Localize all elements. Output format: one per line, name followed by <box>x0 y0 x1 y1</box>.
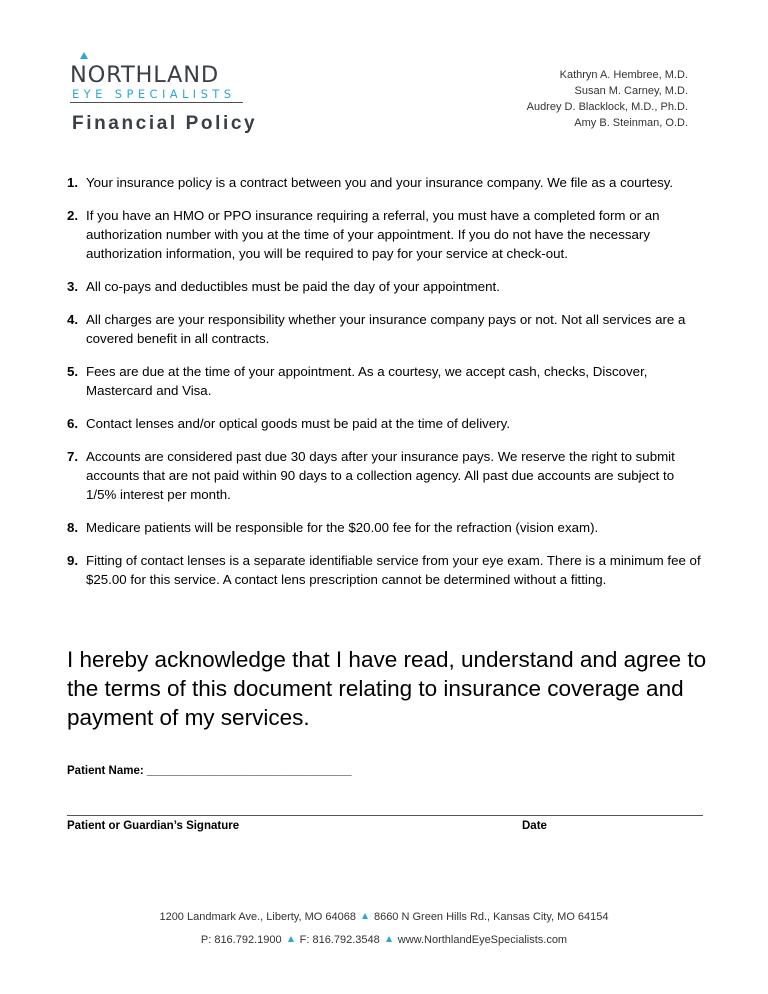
signature-label: Patient or Guardian’s Signature <box>67 820 240 832</box>
doctor-name: Susan M. Carney, M.D. <box>574 85 688 97</box>
policy-item <box>67 447 707 504</box>
policy-item <box>67 277 707 296</box>
policy-item-number: 5. <box>67 364 79 379</box>
logo-triangle-icon <box>80 52 88 59</box>
footer-address-liberty: 1200 Landmark Ave., Liberty, MO 64068 <box>159 911 356 923</box>
doctor-list <box>527 67 688 131</box>
policy-item-text: Contact lenses and/or optical goods must be paid at the time of delivery. <box>86 416 511 431</box>
policy-item-number: 6. <box>67 416 79 431</box>
policy-item-text: Medicare patients will be responsible for the $20.00 fee for the refraction (vision exam). <box>86 520 599 535</box>
logo-name: NORTHLAND <box>70 62 220 88</box>
footer-address-kansas-city: 8660 N Green Hills Rd., Kansas City, MO 64154 <box>373 911 609 923</box>
policy-item <box>67 173 707 192</box>
patient-name-line <box>67 765 352 777</box>
acknowledgement-statement: I hereby acknowledge that I have read, understand and agree to the terms of this document relating to insurance coverage and payment of my services. <box>67 647 707 730</box>
policy-item-number: 8. <box>67 520 79 535</box>
footer-addresses <box>0 911 768 923</box>
footer-phone: P: 816.792.1900 <box>200 934 282 946</box>
policy-item <box>67 551 707 589</box>
policy-item-text: If you have an HMO or PPO insurance requiring a referral, you must have a completed form or an authorization number with you at the time of your appointment. If you do not have the necessary authorization information, you will be required to pay for your service at check-out. <box>86 208 660 261</box>
policy-item-number: 2. <box>67 208 79 223</box>
policy-item-number: 9. <box>67 553 79 568</box>
policy-item-text: Fitting of contact lenses is a separate identifiable service from your eye exam. There is a minimum fee of $25.00 for this service. A contact lens prescription cannot be determined without a fitting. <box>86 553 701 587</box>
footer-website: www.NorthlandEyeSpecialists.com <box>397 934 568 946</box>
policy-item-number: 3. <box>67 279 79 294</box>
policy-item-number: 7. <box>67 449 79 464</box>
policy-item <box>67 310 707 348</box>
policy-item-text: All charges are your responsibility whether your insurance company pays or not. Not all services are a covered benefit in all contracts. <box>86 312 686 346</box>
policy-item <box>67 414 707 433</box>
doctor-name: Amy B. Steinman, O.D. <box>574 117 688 129</box>
footer-contact <box>0 934 768 946</box>
policy-item-text: Your insurance policy is a contract between you and your insurance company. We file as a courtesy. <box>86 175 674 190</box>
policy-item-text: Fees are due at the time of your appointment. As a courtesy, we accept cash, checks, Discover, Mastercard and Visa. <box>86 364 648 398</box>
policy-item <box>67 206 707 263</box>
patient-name-label: Patient Name: <box>67 765 144 777</box>
triangle-separator-icon <box>288 936 294 942</box>
document-title: Financial Policy <box>72 113 258 134</box>
patient-name-blank: ________________________________ <box>146 765 352 777</box>
logo-subtitle: EYE SPECIALISTS <box>72 87 236 101</box>
signature-line <box>67 815 703 816</box>
date-label: Date <box>522 820 547 832</box>
triangle-separator-icon <box>386 936 392 942</box>
policy-item-text: All co-pays and deductibles must be paid the day of your appointment. <box>86 279 500 294</box>
logo-divider <box>70 102 243 103</box>
policy-item-number: 1. <box>67 175 79 190</box>
policy-item <box>67 518 707 537</box>
policy-item <box>67 362 707 400</box>
footer-fax: F: 816.792.3548 <box>299 934 380 946</box>
policy-item-text: Accounts are considered past due 30 days after your insurance pays. We reserve the right to submit accounts that are not paid within 90 days to a collection agency. All past due accounts are subject to 1/5% interest per month. <box>86 449 675 502</box>
doctor-name: Audrey D. Blacklock, M.D., Ph.D. <box>526 101 688 113</box>
doctor-name: Kathryn A. Hembree, M.D. <box>559 69 688 81</box>
policy-item-number: 4. <box>67 312 79 327</box>
policy-list <box>67 173 707 603</box>
triangle-separator-icon <box>362 913 368 919</box>
